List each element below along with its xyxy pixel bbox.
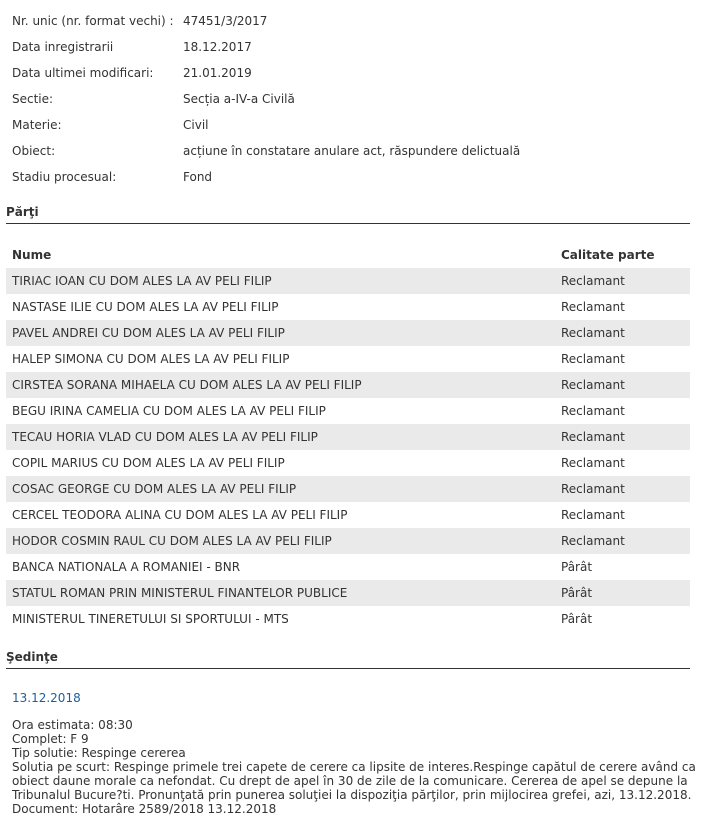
- session-time: Ora estimata: 08:30: [12, 718, 133, 732]
- table-row: [6, 372, 690, 398]
- info-row-object: [12, 138, 520, 164]
- party-name: CERCEL TEODORA ALINA CU DOM ALES LA AV PELI FILIP: [12, 508, 348, 522]
- column-header-name: Nume: [12, 248, 52, 262]
- parties-table: [6, 242, 690, 632]
- info-row-matter: [12, 112, 520, 138]
- session-entry: [12, 691, 702, 816]
- party-name: TECAU HORIA VLAD CU DOM ALES LA AV PELI FILIP: [12, 430, 318, 444]
- info-row-stage: [12, 164, 520, 190]
- party-name: STATUL ROMAN PRIN MINISTERUL FINANTELOR PUBLICE: [12, 586, 348, 600]
- info-row-registration-date: [12, 34, 520, 60]
- party-name: NASTASE ILIE CU DOM ALES LA AV PELI FILIP: [12, 300, 279, 314]
- party-role: Reclamant: [561, 326, 625, 340]
- info-label: Obiect:: [12, 144, 56, 158]
- table-row: [6, 294, 690, 320]
- table-row: [6, 320, 690, 346]
- case-info-table: [12, 8, 520, 190]
- info-value: 21.01.2019: [183, 66, 252, 80]
- table-row: [6, 346, 690, 372]
- session-panel: Complet: F 9: [12, 732, 89, 746]
- info-label: Sectie:: [12, 92, 54, 106]
- party-role: Reclamant: [561, 482, 625, 496]
- info-label: Data ultimei modificari:: [12, 66, 154, 80]
- info-value: Secția a-IV-a Civilă: [183, 92, 295, 106]
- party-role: Reclamant: [561, 378, 625, 392]
- table-row: [6, 476, 690, 502]
- table-row: [6, 268, 690, 294]
- column-header-role: Calitate parte: [561, 248, 655, 262]
- info-value: Civil: [183, 118, 209, 132]
- party-role: Reclamant: [561, 352, 625, 366]
- table-row: [6, 606, 690, 632]
- table-row: [6, 450, 690, 476]
- party-role: Reclamant: [561, 404, 625, 418]
- session-document: Document: Hotarâre 2589/2018 13.12.2018: [12, 802, 277, 816]
- info-value: 18.12.2017: [183, 40, 252, 54]
- info-label: Materie:: [12, 118, 62, 132]
- sessions-section-title: Şedinţe: [6, 650, 690, 669]
- session-details: [12, 718, 702, 816]
- info-label: Data inregistrarii: [12, 40, 114, 54]
- party-role: Reclamant: [561, 430, 625, 444]
- info-label: Stadiu procesual:: [12, 170, 117, 184]
- party-name: BANCA NATIONALA A ROMANIEI - BNR: [12, 560, 241, 574]
- parties-section-title: Părţi: [6, 205, 690, 224]
- parties-rows: [6, 268, 690, 632]
- party-name: HODOR COSMIN RAUL CU DOM ALES LA AV PELI FILIP: [12, 534, 332, 548]
- table-row: [6, 424, 690, 450]
- table-row: [6, 398, 690, 424]
- party-name: PAVEL ANDREI CU DOM ALES LA AV PELI FILIP: [12, 326, 285, 340]
- info-row-case-number: [12, 8, 520, 34]
- party-name: CIRSTEA SORANA MIHAELA CU DOM ALES LA AV PELI FILIP: [12, 378, 362, 392]
- session-date-link[interactable]: 13.12.2018: [12, 691, 81, 705]
- info-row-last-modified: [12, 60, 520, 86]
- party-role: Pârât: [561, 560, 593, 574]
- table-row: [6, 528, 690, 554]
- table-row: [6, 554, 690, 580]
- parties-table-header: [6, 242, 690, 268]
- party-name: COPIL MARIUS CU DOM ALES LA AV PELI FILIP: [12, 456, 285, 470]
- party-name: HALEP SIMONA CU DOM ALES LA AV PELI FILIP: [12, 352, 290, 366]
- party-name: TIRIAC IOAN CU DOM ALES LA AV PELI FILIP: [12, 274, 272, 288]
- party-name: BEGU IRINA CAMELIA CU DOM ALES LA AV PELI FILIP: [12, 404, 326, 418]
- party-role: Reclamant: [561, 508, 625, 522]
- info-label: Nr. unic (nr. format vechi) :: [12, 14, 174, 28]
- session-solution-summary: Solutia pe scurt: Respinge primele trei capete de cerere ca lipsite de interes.Respinge capătul de cerere având ca obiect daune morale ca nefondat. Cu drept de apel în 30 de zile de la comunicare. Cererea de apel se depune la Tribunalul Bucure?ti. Pronunţată prin punerea soluţiei la dispoziţia părţilor, prin mijlocirea grefei, azi, 13.12.2018.: [12, 760, 696, 802]
- party-role: Pârât: [561, 586, 593, 600]
- info-value: Fond: [183, 170, 213, 184]
- party-role: Pârât: [561, 612, 593, 626]
- session-solution-type: Tip solutie: Respinge cererea: [12, 746, 186, 760]
- info-row-section: [12, 86, 520, 112]
- party-role: Reclamant: [561, 456, 625, 470]
- party-name: MINISTERUL TINERETULUI SI SPORTULUI - MTS: [12, 612, 289, 626]
- table-row: [6, 502, 690, 528]
- party-role: Reclamant: [561, 534, 625, 548]
- party-name: COSAC GEORGE CU DOM ALES LA AV PELI FILIP: [12, 482, 297, 496]
- party-role: Reclamant: [561, 274, 625, 288]
- info-value: acțiune în constatare anulare act, răspundere delictuală: [183, 144, 521, 158]
- table-row: [6, 580, 690, 606]
- party-role: Reclamant: [561, 300, 625, 314]
- info-value: 47451/3/2017: [183, 14, 268, 28]
